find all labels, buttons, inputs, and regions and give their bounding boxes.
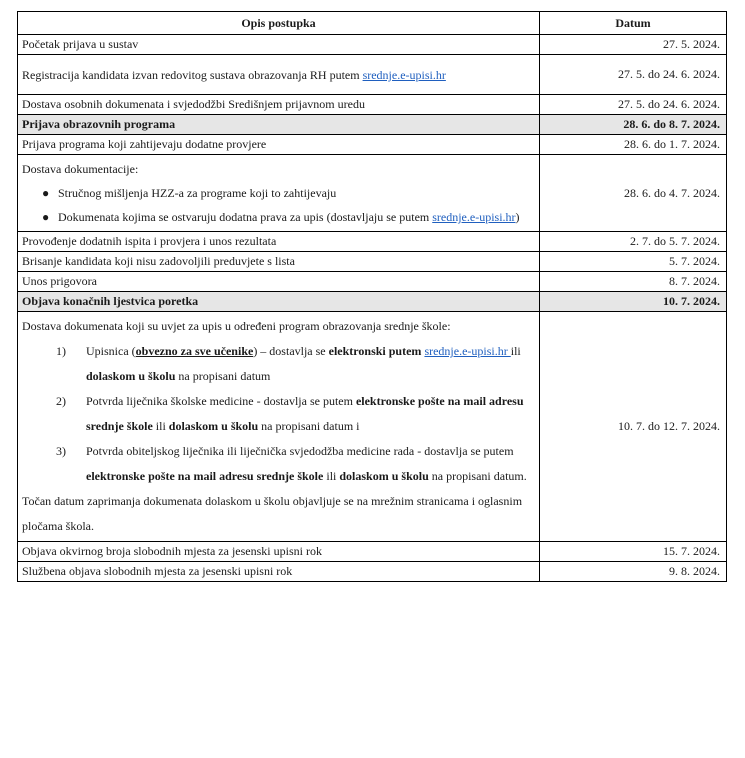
section-date: 28. 6. do 8. 7. 2024. bbox=[540, 115, 727, 135]
row-description: Brisanje kandidata koji nisu zadovoljili preduvjete s lista bbox=[18, 252, 540, 272]
table-row bbox=[18, 35, 727, 55]
bullet-list bbox=[22, 181, 535, 229]
table-row bbox=[18, 55, 727, 95]
srednje-e-upisi-link[interactable]: srednje.e-upisi.hr bbox=[424, 344, 511, 358]
row-date: 27. 5. 2024. bbox=[540, 35, 727, 55]
row-description: Provođenje dodatnih ispita i provjera i unos rezultata bbox=[18, 232, 540, 252]
row-description: Prijava programa koji zahtijevaju dodatne provjere bbox=[18, 135, 540, 155]
row-date: 27. 5. do 24. 6. 2024. bbox=[540, 95, 727, 115]
table-row-section bbox=[18, 292, 727, 312]
list-item: 1) Upisnica (obvezno za sve učenike) – dostavlja se elektronski putem srednje.e-upisi.hr ili dolaskom u školu na propisani datum bbox=[56, 344, 521, 383]
row-date: 28. 6. do 1. 7. 2024. bbox=[540, 135, 727, 155]
list-item: ● Stručnog mišljenja HZZ-a za programe koji to zahtijevaju bbox=[36, 181, 535, 205]
row-description: Početak prijava u sustav bbox=[18, 35, 540, 55]
row-description: Dostava osobnih dokumenata i svjedodžbi Središnjem prijavnom uredu bbox=[18, 95, 540, 115]
row-description-text: Dostava dokumentacije: bbox=[22, 162, 139, 176]
row-description-text: Registracija kandidata izvan redovitog sustava obrazovanja RH putem bbox=[22, 68, 363, 82]
table-row bbox=[18, 155, 727, 232]
table-row bbox=[18, 312, 727, 542]
bullet-icon: ● bbox=[42, 210, 50, 224]
table-row bbox=[18, 232, 727, 252]
table-row bbox=[18, 272, 727, 292]
row-date: 9. 8. 2024. bbox=[540, 562, 727, 582]
row-date: 5. 7. 2024. bbox=[540, 252, 727, 272]
table-row bbox=[18, 562, 727, 582]
row-date: 10. 7. do 12. 7. 2024. bbox=[540, 312, 727, 542]
srednje-e-upisi-link[interactable]: srednje.e-upisi.hr bbox=[432, 210, 516, 224]
section-title: Prijava obrazovnih programa bbox=[18, 115, 540, 135]
row-date: 28. 6. do 4. 7. 2024. bbox=[540, 155, 727, 232]
table-header-row bbox=[18, 12, 727, 35]
table-row bbox=[18, 542, 727, 562]
row-description: Objava okvirnog broja slobodnih mjesta za jesenski upisni rok bbox=[18, 542, 540, 562]
header-description: Opis postupka bbox=[18, 12, 540, 35]
table-row bbox=[18, 95, 727, 115]
srednje-e-upisi-link[interactable]: srednje.e-upisi.hr bbox=[362, 68, 446, 82]
table-row-section bbox=[18, 115, 727, 135]
row-description: Unos prigovora bbox=[18, 272, 540, 292]
list-item: 2) Potvrda liječnika školske medicine - dostavlja se putem elektronske pošte na mail adresu srednje škole ili dolaskom u školu na propisani datum i bbox=[56, 394, 524, 433]
section-title: Objava konačnih ljestvica poretka bbox=[18, 292, 540, 312]
table-row bbox=[18, 135, 727, 155]
row-description bbox=[18, 312, 540, 542]
bullet-icon: ● bbox=[42, 186, 50, 200]
row-date: 27. 5. do 24. 6. 2024. bbox=[540, 55, 727, 95]
row-description bbox=[18, 155, 540, 232]
row-date: 15. 7. 2024. bbox=[540, 542, 727, 562]
list-item: 3) Potvrda obiteljskog liječnika ili liječnička svjedodžba medicine rada - dostavlja se putem elektronske pošte na mail adresu srednje škole ili dolaskom u školu na propisani datum. bbox=[56, 444, 527, 483]
section-date: 10. 7. 2024. bbox=[540, 292, 727, 312]
list-item: ● Dokumenata kojima se ostvaruju dodatna prava za upis (dostavljaju se putem srednje.e-upisi.hr) bbox=[36, 205, 535, 229]
row-description bbox=[18, 55, 540, 95]
table-row bbox=[18, 252, 727, 272]
row-description: Službena objava slobodnih mjesta za jesenski upisni rok bbox=[18, 562, 540, 582]
row-date: 2. 7. do 5. 7. 2024. bbox=[540, 232, 727, 252]
row-outro: Točan datum zaprimanja dokumenata dolaskom u školu objavljuje se na mrežnim stranicama i oglasnim pločama škola. bbox=[22, 494, 523, 533]
row-intro: Dostava dokumenata koji su uvjet za upis u određeni program obrazovanja srednje škole: bbox=[22, 319, 451, 333]
header-date: Datum bbox=[540, 12, 727, 35]
row-date: 8. 7. 2024. bbox=[540, 272, 727, 292]
schedule-table bbox=[17, 11, 727, 582]
